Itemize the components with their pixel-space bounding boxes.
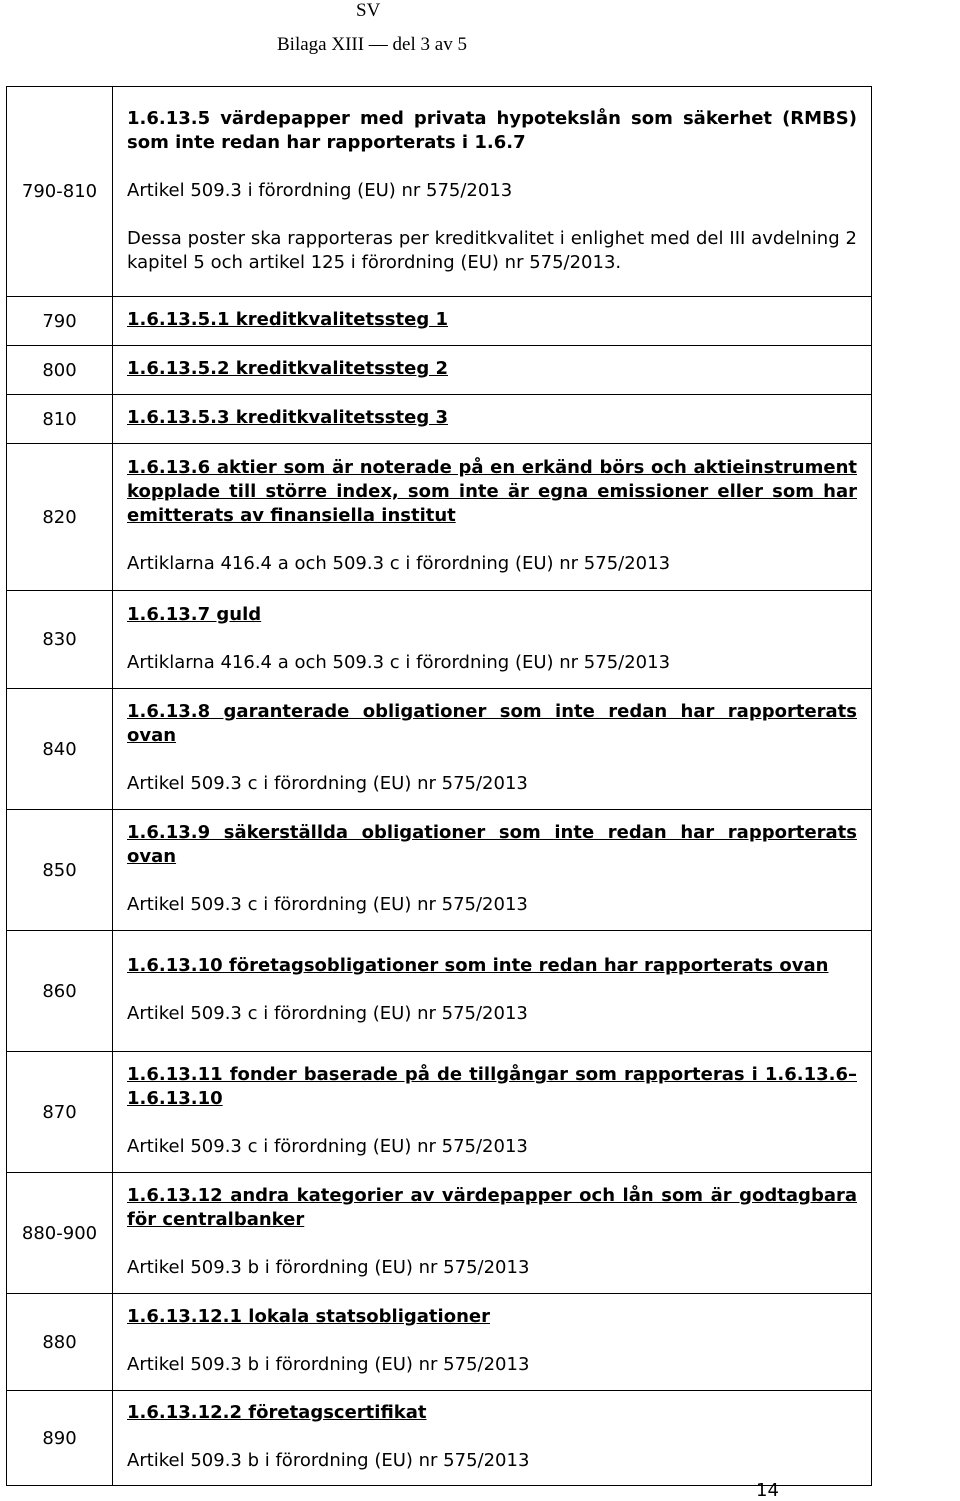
row-number: 870 — [7, 1052, 113, 1173]
legal-reference: Artikel 509.3 b i förordning (EU) nr 575/2013 — [127, 1354, 530, 1375]
item-heading: 1.6.13.12 andra kategorier av värdepapper och lån som är godtagbara för centralbanker — [127, 1185, 857, 1230]
table-row — [7, 591, 872, 689]
item-heading: 1.6.13.5 värdepapper med privata hypotekslån som säkerhet (RMBS) som inte redan har rapporterats i 1.6.7 — [127, 107, 857, 153]
row-content — [113, 1391, 872, 1486]
item-heading: 1.6.13.5.3 kreditkvalitetssteg 3 — [127, 407, 449, 428]
legal-reference: Artikel 509.3 c i förordning (EU) nr 575/2013 — [127, 894, 528, 915]
row-content — [113, 591, 872, 689]
table-row — [7, 1294, 872, 1391]
instructions-table — [6, 86, 872, 1486]
table-row — [7, 1391, 872, 1486]
table-row — [7, 395, 872, 444]
item-heading: 1.6.13.9 säkerställda obligationer som inte redan har rapporterats ovan — [127, 822, 857, 867]
item-heading: 1.6.13.10 företagsobligationer som inte redan har rapporterats ovan — [127, 955, 829, 976]
row-number: 790-810 — [7, 87, 113, 297]
item-heading: 1.6.13.6 aktier som är noterade på en erkänd börs och aktieinstrument kopplade till större index, som inte är egna emissioner eller som har emitterats av finansiella institut — [127, 457, 857, 526]
table-row — [7, 689, 872, 810]
legal-reference: Artikel 509.3 c i förordning (EU) nr 575/2013 — [127, 773, 528, 794]
legal-reference: Artikel 509.3 i förordning (EU) nr 575/2013 — [127, 179, 513, 201]
item-heading: 1.6.13.7 guld — [127, 603, 262, 625]
table-row — [7, 444, 872, 591]
page-number: 14 — [756, 1480, 779, 1501]
row-content — [113, 1052, 872, 1173]
item-heading: 1.6.13.12.2 företagscertifikat — [127, 1402, 427, 1423]
item-heading: 1.6.13.5.1 kreditkvalitetssteg 1 — [127, 309, 449, 330]
table-row — [7, 346, 872, 395]
row-content — [113, 87, 872, 297]
table-row — [7, 1052, 872, 1173]
row-content — [113, 444, 872, 591]
row-number: 810 — [7, 395, 113, 444]
legal-reference: Artiklarna 416.4 a och 509.3 c i förordning (EU) nr 575/2013 — [127, 553, 671, 574]
row-number: 800 — [7, 346, 113, 395]
row-content — [113, 297, 872, 346]
table-row — [7, 810, 872, 931]
row-number: 890 — [7, 1391, 113, 1486]
legal-reference: Artikel 509.3 b i förordning (EU) nr 575/2013 — [127, 1450, 530, 1471]
table-row — [7, 1173, 872, 1294]
row-content — [113, 1173, 872, 1294]
legal-reference: Artikel 509.3 b i förordning (EU) nr 575/2013 — [127, 1257, 530, 1278]
item-heading: 1.6.13.12.1 lokala statsobligationer — [127, 1306, 490, 1327]
language-code: SV — [356, 0, 381, 21]
row-number: 860 — [7, 931, 113, 1052]
item-heading: 1.6.13.8 garanterade obligationer som inte redan har rapporterats ovan — [127, 701, 857, 746]
row-content — [113, 689, 872, 810]
table-row — [7, 931, 872, 1052]
legal-reference: Artiklarna 416.4 a och 509.3 c i förordning (EU) nr 575/2013 — [127, 651, 671, 673]
row-number: 880 — [7, 1294, 113, 1391]
row-number: 790 — [7, 297, 113, 346]
item-heading: 1.6.13.11 fonder baserade på de tillgångar som rapporteras i 1.6.13.6–1.6.13.10 — [127, 1064, 857, 1109]
row-content — [113, 395, 872, 444]
row-number: 880-900 — [7, 1173, 113, 1294]
row-number: 830 — [7, 591, 113, 689]
row-content — [113, 810, 872, 931]
row-number: 850 — [7, 810, 113, 931]
row-number: 820 — [7, 444, 113, 591]
table-row — [7, 87, 872, 297]
legal-reference: Artikel 509.3 c i förordning (EU) nr 575/2013 — [127, 1003, 528, 1024]
legal-reference: Artikel 509.3 c i förordning (EU) nr 575/2013 — [127, 1136, 528, 1157]
item-heading: 1.6.13.5.2 kreditkvalitetssteg 2 — [127, 358, 449, 379]
table-row — [7, 297, 872, 346]
row-content — [113, 346, 872, 395]
row-number: 840 — [7, 689, 113, 810]
item-note: Dessa poster ska rapporteras per kreditkvalitet i enlighet med del III avdelning 2 kapitel 5 och artikel 125 i förordning (EU) nr 575/2013. — [127, 227, 857, 273]
row-content — [113, 1294, 872, 1391]
row-content — [113, 931, 872, 1052]
annex-label: Bilaga XIII — del 3 av 5 — [277, 34, 467, 55]
